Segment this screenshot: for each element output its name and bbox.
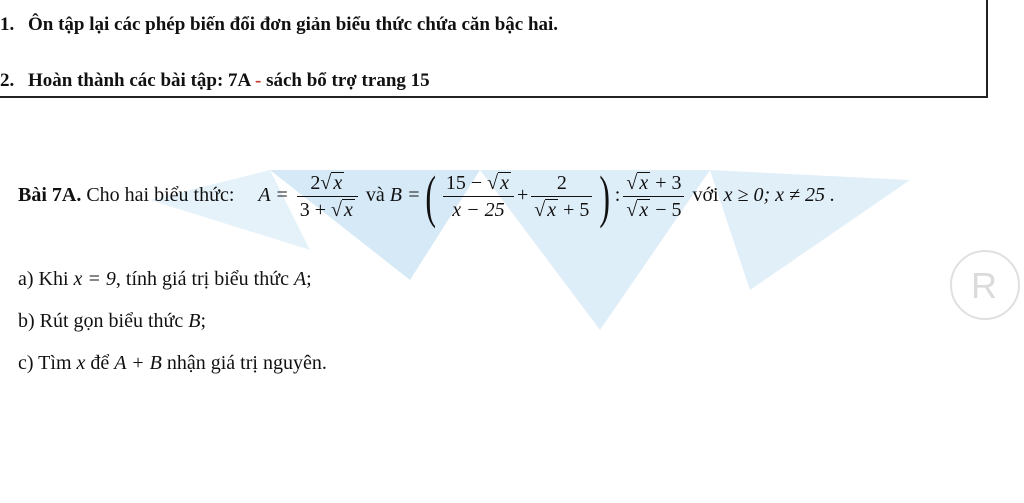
b-f1-den: x − 25 xyxy=(452,199,505,221)
problem-intro: Cho hai biểu thức: xyxy=(86,184,235,207)
right-paren: ) xyxy=(599,163,611,229)
part-c-label: c) Tìm xyxy=(18,352,77,374)
left-paren: ( xyxy=(424,163,436,229)
b-f3-num-radicand: x xyxy=(639,172,649,194)
part-b-end: ; xyxy=(200,310,207,332)
task-2-number: 2. xyxy=(0,70,15,91)
b-f3-num-post: + 3 xyxy=(650,172,682,194)
b-f2-den-radicand: x xyxy=(547,199,557,221)
part-b-label: b) Rút gọn biểu thức xyxy=(18,310,189,332)
part-b xyxy=(18,310,206,333)
part-c-mid: để xyxy=(85,352,115,374)
part-c-math: x xyxy=(76,352,86,374)
task-2-text-after: sách bổ trợ trang 15 xyxy=(261,70,430,91)
with-word: với xyxy=(692,184,719,207)
part-a-math2: A xyxy=(293,268,307,290)
part-c-math2: A + B xyxy=(114,352,162,374)
expr-b-lhs: B = xyxy=(389,184,421,207)
task-2-dash: - xyxy=(254,70,262,91)
part-a-rest: , tính giá trị biểu thức xyxy=(115,268,294,290)
b-f2-num: 2 xyxy=(531,170,592,197)
part-a xyxy=(18,268,312,291)
condition: x ≥ 0; x ≠ 25 . xyxy=(723,184,835,207)
part-a-label: a) Khi xyxy=(18,268,74,290)
task-2-text-before: Hoàn thành các bài tập: 7A xyxy=(28,70,255,91)
part-c-end: nhận giá trị nguyên. xyxy=(161,352,327,374)
problem-title: Bài 7A. xyxy=(18,184,82,207)
problem-statement xyxy=(18,163,835,229)
expr-b-fraction-2: $\frac{2}{√ x + 5}$ xyxy=(531,170,592,223)
expr-a-fraction: $\frac{2√ x}{3 + √ x}$ xyxy=(297,170,358,223)
expr-b-fraction-1: $\frac{15 - √ x}{x - 25}$ xyxy=(443,170,514,223)
svg-text:R: R xyxy=(971,265,997,306)
b-f3-den-radicand: x xyxy=(639,199,649,221)
divide-sign: : xyxy=(614,184,621,207)
a-den-radicand: x xyxy=(344,199,353,221)
a-den-pre: 3 + xyxy=(299,199,332,221)
a-num-coef: 2 xyxy=(310,172,321,194)
plus-sign: + xyxy=(517,184,529,207)
b-f3-den-post: − 5 xyxy=(650,199,682,221)
task-1-text: Ôn tập lại các phép biến đổi đơn giản biểu thức chứa căn bậc hai. xyxy=(28,14,559,35)
part-a-math: x = 9 xyxy=(73,268,116,290)
b-f1-num-radicand: x xyxy=(500,172,509,194)
part-c xyxy=(18,352,327,375)
part-b-math: B xyxy=(188,310,201,332)
expr-b-fraction-3: $\frac{√ x + 3}{√ x - 5}$ xyxy=(623,170,684,223)
expr-a-lhs: A = xyxy=(258,184,289,207)
a-num-radicand: x xyxy=(333,172,343,194)
b-f2-den-post: + 5 xyxy=(558,199,590,221)
task-1-number: 1. xyxy=(0,14,15,35)
b-f1-num-pre: 15 − xyxy=(445,172,488,194)
part-a-end: ; xyxy=(306,268,312,290)
and-word: và xyxy=(365,184,385,207)
